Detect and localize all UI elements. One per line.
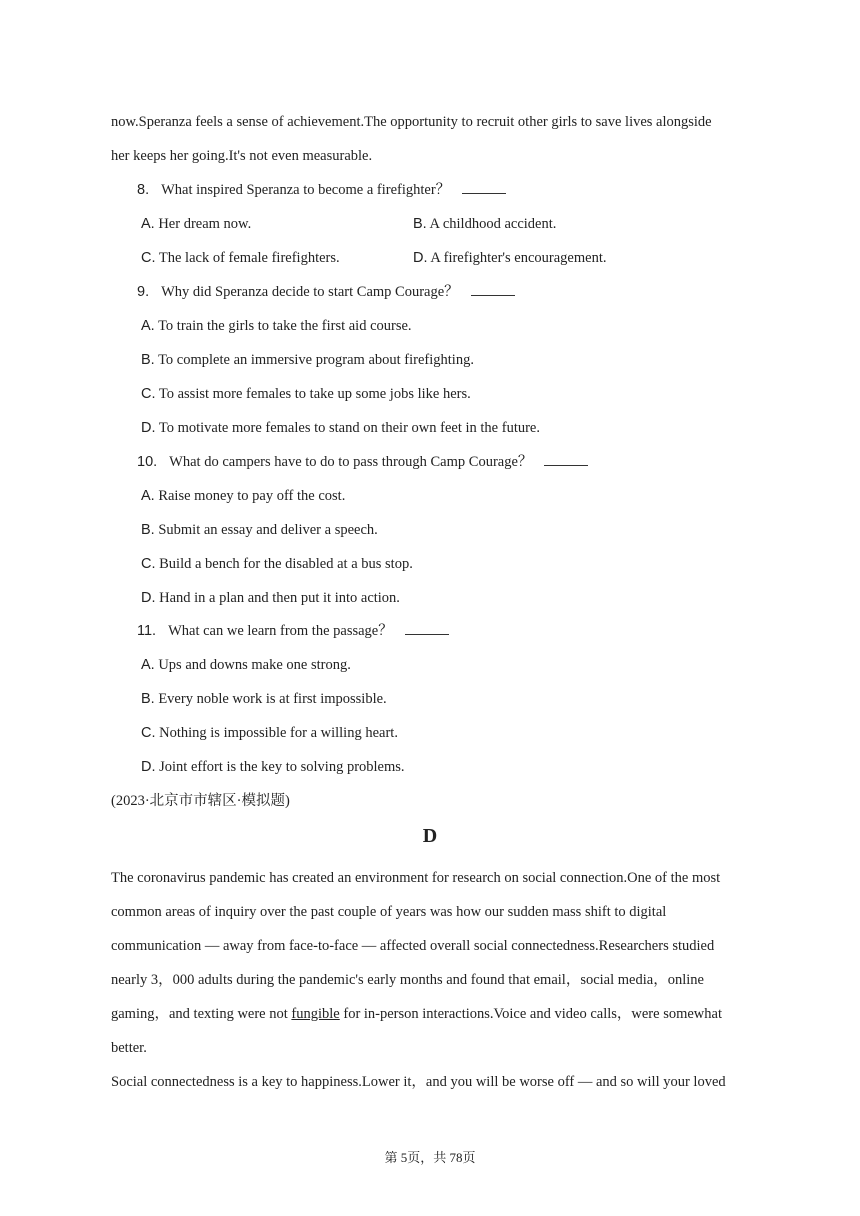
option-c bbox=[141, 248, 340, 268]
option-letter: B. bbox=[413, 216, 427, 232]
option-a bbox=[141, 316, 412, 336]
option-d bbox=[141, 418, 540, 438]
section-heading: D bbox=[422, 825, 438, 847]
option-letter: D. bbox=[141, 590, 156, 606]
option-letter: A. bbox=[141, 488, 155, 504]
option-letter: C. bbox=[141, 386, 156, 402]
option-letter: D. bbox=[413, 250, 428, 266]
page-footer: 第 5页，共 78页 bbox=[384, 1150, 476, 1165]
question-10 bbox=[137, 452, 588, 472]
option-letter: B. bbox=[141, 522, 155, 538]
option-letter: A. bbox=[141, 657, 155, 673]
option-text: To assist more females to take up some jobs like hers. bbox=[158, 386, 471, 402]
question-9 bbox=[137, 282, 515, 302]
option-letter: B. bbox=[141, 691, 155, 707]
passage-line: common areas of inquiry over the past couple of years was how our sudden mass shift to digital bbox=[111, 904, 667, 920]
answer-blank bbox=[462, 181, 506, 194]
question-text: What do campers have to do to pass through Camp Courage？ bbox=[169, 454, 533, 470]
question-number: 10. bbox=[137, 454, 158, 470]
passage-line: The coronavirus pandemic has created an environment for research on social connection.One of the most bbox=[111, 870, 721, 886]
option-letter: C. bbox=[141, 250, 156, 266]
option-b bbox=[141, 520, 378, 540]
option-text: To motivate more females to stand on their own feet in the future. bbox=[158, 420, 540, 436]
question-11 bbox=[137, 621, 449, 641]
question-text: What can we learn from the passage？ bbox=[168, 623, 393, 639]
option-text: A firefighter's encouragement. bbox=[430, 250, 607, 266]
option-d bbox=[413, 248, 606, 268]
option-letter: A. bbox=[141, 318, 155, 334]
option-text: Submit an essay and deliver a speech. bbox=[158, 522, 378, 538]
option-text: To complete an immersive program about firefighting. bbox=[158, 352, 474, 368]
passage-line bbox=[111, 1004, 722, 1024]
passage-line: nearly 3，000 adults during the pandemic's early months and found that email，social media，online bbox=[111, 972, 704, 988]
option-text: The lack of female firefighters. bbox=[158, 250, 340, 266]
option-text: Hand in a plan and then put it into action. bbox=[159, 590, 400, 606]
question-number: 9. bbox=[137, 284, 150, 300]
option-c bbox=[141, 384, 471, 404]
option-d bbox=[141, 588, 400, 608]
passage-line: communication — away from face-to-face — affected overall social connectedness.Researchers studied bbox=[111, 938, 715, 954]
option-text: Her dream now. bbox=[158, 216, 252, 232]
option-letter: B. bbox=[141, 352, 155, 368]
question-text: Why did Speranza decide to start Camp Courage？ bbox=[161, 284, 459, 300]
option-letter: C. bbox=[141, 556, 156, 572]
option-c bbox=[141, 554, 413, 574]
option-a bbox=[141, 486, 345, 506]
option-letter: A. bbox=[141, 216, 155, 232]
option-text: To train the girls to take the first aid course. bbox=[158, 318, 412, 334]
option-b bbox=[141, 689, 387, 709]
passage-text: gaming，and texting were not bbox=[111, 1006, 292, 1022]
option-letter: C. bbox=[141, 725, 156, 741]
option-text: Nothing is impossible for a willing heart. bbox=[159, 725, 398, 741]
passage-line: better. bbox=[111, 1040, 147, 1056]
option-c bbox=[141, 723, 398, 743]
option-d bbox=[141, 757, 405, 777]
option-text: Build a bench for the disabled at a bus stop. bbox=[159, 556, 413, 572]
option-a bbox=[141, 655, 351, 675]
option-b bbox=[141, 350, 474, 370]
question-text: What inspired Speranza to become a firefighter？ bbox=[161, 182, 451, 198]
passage-text: for in-person interactions.Voice and video calls，were somewhat bbox=[339, 1006, 722, 1022]
option-letter: D. bbox=[141, 759, 156, 775]
answer-blank bbox=[544, 453, 588, 466]
question-8 bbox=[137, 180, 506, 200]
option-text: A childhood accident. bbox=[429, 216, 557, 232]
option-a bbox=[141, 214, 251, 234]
answer-blank bbox=[471, 283, 515, 296]
source-label: (2023·北京市市辖区·模拟题) bbox=[111, 793, 290, 809]
question-number: 8. bbox=[137, 182, 150, 198]
answer-blank bbox=[405, 622, 449, 635]
option-b bbox=[413, 214, 556, 234]
question-number: 11. bbox=[137, 623, 157, 639]
option-text: Raise money to pay off the cost. bbox=[158, 488, 346, 504]
passage-line: now.Speranza feels a sense of achievement.The opportunity to recruit other girls to save lives alongside bbox=[111, 114, 712, 130]
underlined-word: fungible bbox=[291, 1006, 340, 1022]
option-letter: D. bbox=[141, 420, 156, 436]
option-text: Every noble work is at first impossible. bbox=[158, 691, 387, 707]
passage-line: her keeps her going.It's not even measurable. bbox=[111, 148, 373, 164]
option-text: Joint effort is the key to solving problems. bbox=[159, 759, 405, 775]
option-text: Ups and downs make one strong. bbox=[158, 657, 351, 673]
passage-line: Social connectedness is a key to happiness.Lower it，and you will be worse off — and so will your loved bbox=[111, 1074, 726, 1090]
